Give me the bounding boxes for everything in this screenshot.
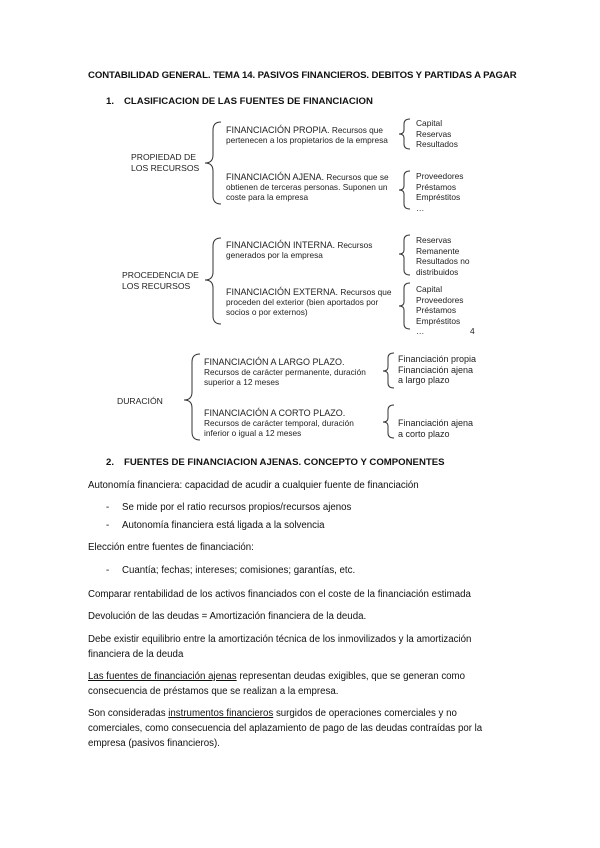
list-item: Reservas bbox=[416, 128, 452, 139]
items-financiacion-externa bbox=[416, 284, 464, 337]
box-head: FINANCIACIÓN PROPIA. bbox=[226, 125, 330, 135]
list-item: … bbox=[416, 326, 425, 337]
box-head: FINANCIACIÓN A LARGO PLAZO. bbox=[204, 357, 345, 367]
list-item: a largo plazo bbox=[398, 375, 450, 386]
section-2-title: FUENTES DE FINANCIACION AJENAS. CONCEPTO Y COMPONENTES bbox=[124, 457, 445, 468]
paragraph-devolucion: Devolución de las deudas = Amortización financiera de la deuda. bbox=[88, 611, 367, 622]
paragraph-text: surgidos de operaciones comerciales y no comerciales, como consecuencia del aplazamiento de pago de las deudas contraídas por la empresa (pasivos financieros). bbox=[88, 708, 483, 749]
paragraph-instrumentos bbox=[88, 706, 513, 751]
box-text: Recursos que se obtienen de terceras personas. Suponen un coste para la empresa bbox=[226, 172, 389, 202]
list-item: Reservas bbox=[416, 235, 452, 245]
section-1-title: CLASIFICACION DE LAS FUENTES DE FINANCIACION bbox=[124, 96, 373, 107]
bullet-cuantia bbox=[106, 563, 355, 578]
box-head: FINANCIACIÓN AJENA. bbox=[226, 172, 325, 182]
group-label-duracion: DURACIÓN bbox=[117, 396, 163, 406]
box-text: Recursos de carácter temporal, duración inferior o igual a 12 meses bbox=[204, 418, 354, 438]
box-largo-plazo bbox=[204, 357, 380, 387]
paragraph-text: representan deudas exigibles, que se generan como consecuencia de préstamos que se realizan a la empresa. bbox=[88, 671, 466, 697]
box-head: FINANCIACIÓN A CORTO PLAZO. bbox=[204, 408, 346, 418]
list-item: Empréstitos bbox=[416, 315, 461, 326]
list-item: Financiación ajena bbox=[398, 418, 474, 428]
document-title: CONTABILIDAD GENERAL. TEMA 14. PASIVOS FINANCIEROS. DEBITOS Y PARTIDAS A PAGAR bbox=[88, 70, 517, 81]
page-mark: 4 bbox=[470, 326, 475, 336]
box-text: Recursos de carácter permanente, duración superior a 12 meses bbox=[204, 367, 366, 387]
section-2-heading bbox=[106, 457, 445, 468]
box-corto-plazo bbox=[204, 408, 380, 438]
items-financiacion-propia bbox=[416, 118, 458, 150]
list-item: Capital bbox=[416, 284, 443, 294]
bullet-ratio bbox=[106, 500, 351, 515]
group-label-propiedad: PROPIEDAD DE LOS RECURSOS bbox=[131, 152, 200, 173]
list-item: Financiación ajena bbox=[398, 364, 474, 375]
bullet-text: Cuantía; fechas; intereses; comisiones; garantías, etc. bbox=[122, 565, 356, 576]
box-financiacion-externa bbox=[226, 287, 402, 317]
bullet-text: Autonomía financiera está ligada a la solvencia bbox=[122, 520, 325, 531]
list-item: Remanente bbox=[416, 245, 460, 256]
section-2-number: 2. bbox=[106, 457, 115, 468]
items-largo-plazo bbox=[398, 354, 476, 386]
items-financiacion-interna bbox=[416, 235, 470, 277]
group-label-procedencia: PROCEDENCIA DE LOS RECURSOS bbox=[122, 270, 199, 291]
list-item: Empréstitos bbox=[416, 192, 461, 203]
box-head: FINANCIACIÓN INTERNA. bbox=[226, 240, 336, 250]
list-item: a corto plazo bbox=[398, 428, 450, 439]
box-text: Recursos que pertenecen a los propietarios de la empresa bbox=[226, 125, 388, 145]
box-financiacion-ajena bbox=[226, 172, 402, 202]
box-text: Recursos que proceden del exterior (bien aportados por socios o por externos) bbox=[226, 287, 392, 317]
items-financiacion-ajena bbox=[416, 171, 464, 213]
paragraph-autonomia: Autonomía financiera: capacidad de acudir a cualquier fuente de financiación bbox=[88, 480, 419, 491]
section-1-number: 1. bbox=[106, 96, 115, 107]
list-item: Capital bbox=[416, 118, 443, 128]
paragraph-text: Son consideradas bbox=[88, 708, 169, 719]
bullet-dash: - bbox=[106, 520, 110, 531]
box-head: FINANCIACIÓN EXTERNA. bbox=[226, 287, 339, 297]
list-item: Proveedores bbox=[416, 171, 464, 181]
box-financiacion-interna bbox=[226, 240, 402, 260]
paragraph-rentabilidad: Comparar rentabilidad de los activos financiados con el coste de la financiación estimada bbox=[88, 589, 471, 600]
list-item: Proveedores bbox=[416, 294, 464, 305]
underlined-term: instrumentos financieros bbox=[168, 708, 274, 719]
bullet-solvencia bbox=[106, 518, 325, 533]
box-financiacion-propia bbox=[226, 125, 402, 145]
list-item: Financiación propia bbox=[398, 354, 477, 364]
list-item: Resultados bbox=[416, 139, 458, 150]
list-item: distribuidos bbox=[416, 266, 459, 277]
list-item: Préstamos bbox=[416, 181, 457, 192]
list-item: Préstamos bbox=[416, 305, 457, 316]
list-item: … bbox=[416, 202, 425, 213]
bullet-dash: - bbox=[106, 565, 110, 576]
underlined-term: Las fuentes de financiación ajenas bbox=[88, 671, 237, 682]
items-corto-plazo bbox=[398, 418, 473, 439]
paragraph-fuentes-ajenas bbox=[88, 669, 513, 699]
bullet-text: Se mide por el ratio recursos propios/recursos ajenos bbox=[122, 502, 352, 513]
paragraph-eleccion: Elección entre fuentes de financiación: bbox=[88, 542, 254, 553]
paragraph-equilibrio: Debe existir equilibrio entre la amortización técnica de los inmovilizados y la amortización financiera de la deuda bbox=[88, 634, 472, 660]
box-text: Recursos generados por la empresa bbox=[226, 240, 373, 260]
list-item: Resultados no bbox=[416, 256, 470, 267]
bullet-dash: - bbox=[106, 502, 110, 513]
